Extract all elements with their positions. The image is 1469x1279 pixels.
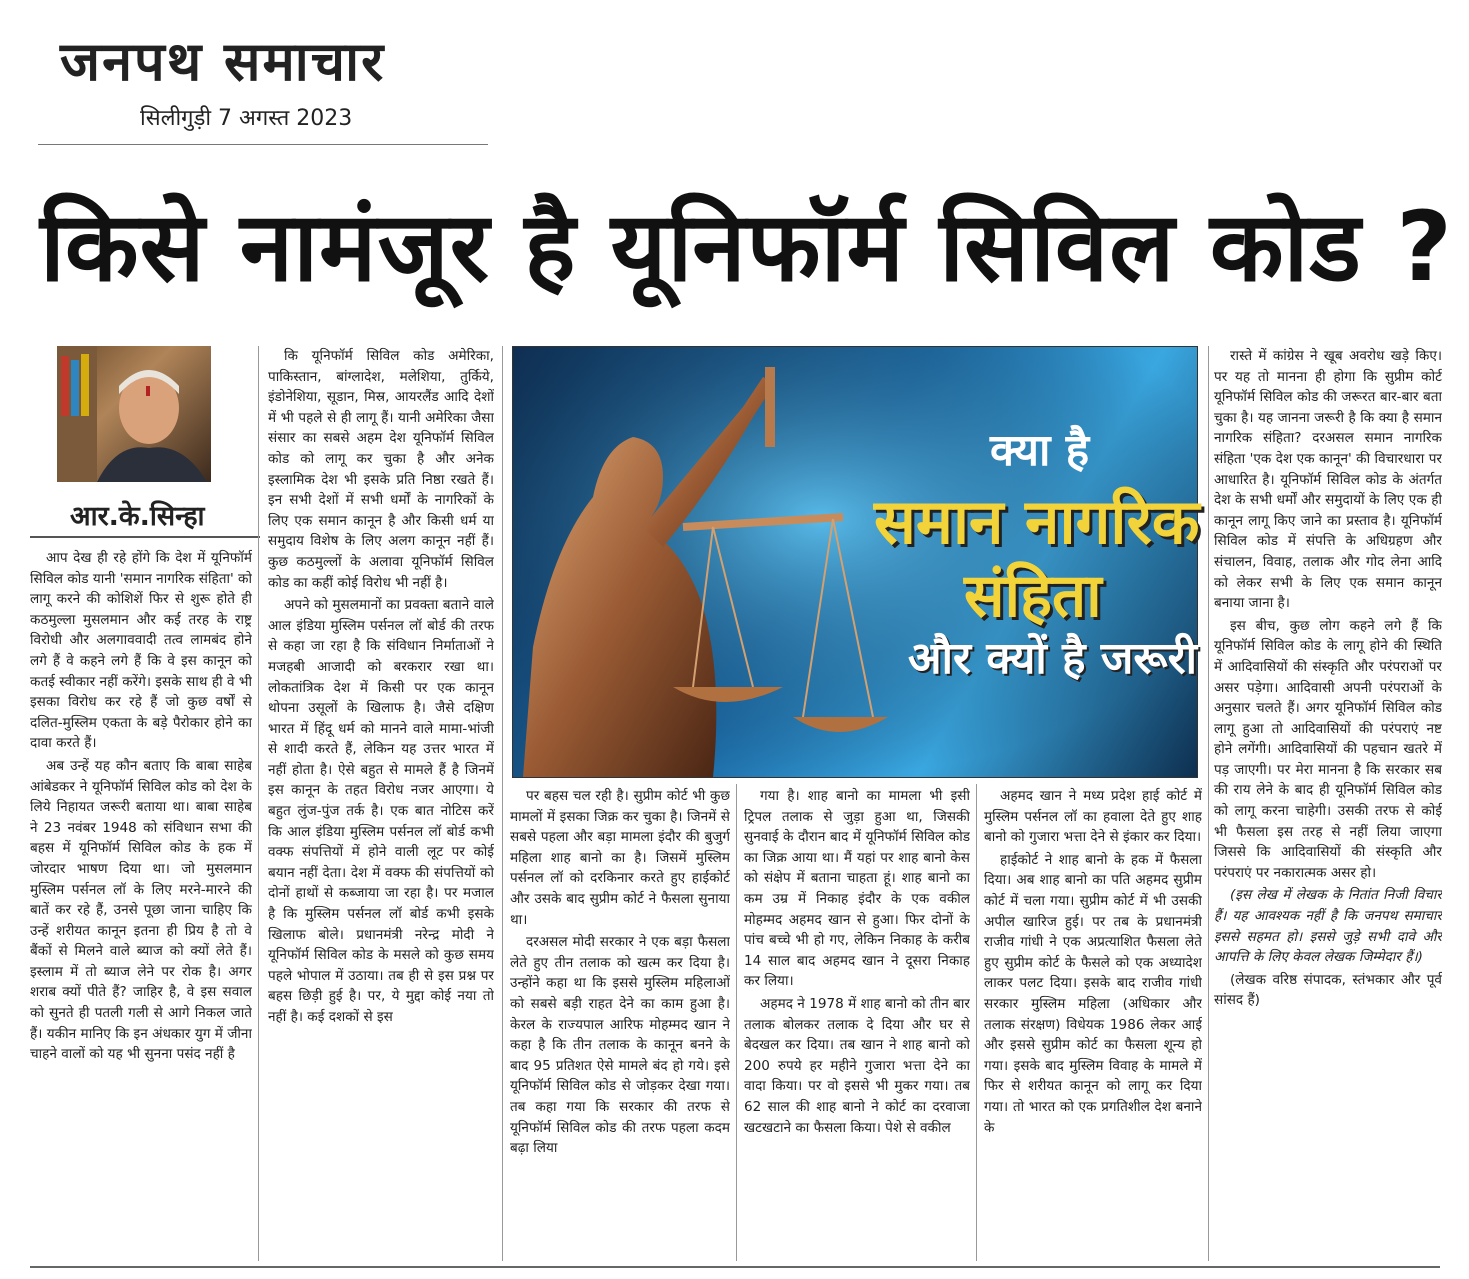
article-column-6 [1214, 346, 1442, 1262]
article-paragraph: आप देख ही रहे होंगे कि देश में यूनिफॉर्म सिविल कोड यानी 'समान नागरिक संहिता' को लागू करने की कोशिशें फिर से शुरू होते ही कठमुल्ला मुसलमान और कई तरह के राष्ट्र विरोधी और अलगाववादी तत्व लामबंद होने लगे हैं वे कहने लगे हैं कि वे इस कानून को कतई स्वीकार नहीं करेंगे। इसके साथ ही वे भी इसका विरोध कर रहे हैं जो कुछ वर्षों से दलित-मुस्लिम एकता के बड़े पैरोकार होने का दावा करते हैं। [30, 550, 252, 752]
article-paragraph: अहमद खान ने मध्य प्रदेश हाई कोर्ट में मुस्लिम पर्सनल लॉ का हवाला देते हुए शाह बानो को गुजारा भत्ता देने से इंकार कर दिया। [984, 788, 1202, 846]
masthead-title: जनपथ समाचार [60, 30, 386, 93]
column-rule [976, 784, 977, 1261]
disclaimer-note: (इस लेख में लेखक के नितांत निजी विचार हैं। यह आवश्यक नहीं है कि जनपथ समाचार इससे सहमत हो। इससे जुड़े सभी दावे और आपत्ति के लिए केवल लेखक जिम्मेदार हैं।) [1214, 887, 1442, 966]
masthead-rule [38, 144, 488, 145]
article-column-3 [510, 786, 730, 1262]
author-rule [30, 536, 260, 538]
column-rule [502, 346, 503, 1261]
article-column-5 [984, 786, 1202, 1262]
author-bio: (लेखक वरिष्ठ संपादक, स्तंभकार और पूर्व सांसद हैं) [1214, 971, 1442, 1009]
column-rule [1208, 346, 1209, 1261]
article-column-2 [268, 346, 494, 1262]
hero-text-line1: क्या है [990, 425, 1090, 476]
article-paragraph: दरअसल मोदी सरकार ने एक बड़ा फैसला लेते हुए तीन तलाक को खत्म कर दिया है। उन्होंने कहा था कि इससे मुस्लिम महिलाओं को सबसे बड़ी राहत देने का काम हुआ है। केरल के राज्यपाल आरिफ मोहम्मद खान ने कहा है कि तीन तलाक के कानून बनने के बाद 95 प्रतिशत ऐसे मामले बंद हो गये। इसे यूनिफॉर्म सिविल कोड से जोड़कर देखा गया। तब कहा गया कि सरकार की तरफ से यूनिफॉर्म सिविल कोड की तरफ पहला कदम बढ़ा लिया [510, 934, 730, 1157]
article-paragraph: गया है। शाह बानो का मामला भी इसी ट्रिपल तलाक से जुड़ा हुआ था, जिसकी सुनवाई के दौरान बाद में यूनिफॉर्म सिविल कोड का जिक्र आया था। मैं यहां पर शाह बानो केस को संक्षेप में बताना चाहता हूं। शाह बानो का कम उम्र में निकाह इंदौर के एक वकील मोहम्मद अहमद खान से हुआ। फिर दोनों के पांच बच्चे भी हो गए, लेकिन निकाह के करीब 14 साल बाद अहमद खान ने दूसरा निकाह कर लिया। [744, 788, 970, 990]
column-rule [736, 784, 737, 1261]
dateline: सिलीगुड़ी 7 अगस्त 2023 [140, 106, 353, 131]
column-rule [258, 346, 259, 1261]
article-paragraph: पर बहस चल रही है। सुप्रीम कोर्ट भी कुछ मामलों में इसका जिक्र कर चुका है। जिनमें से सबसे पहला और बड़ा मामला इंदौर की बुजुर्ग महिला शाह बानो का है। जिसमें मुस्लिम पर्सनल लॉ को दरकिनार करते हुए हाईकोर्ट और उसके बाद सुप्रीम कोर्ट ने फैसला सुनाया था। [510, 788, 730, 928]
article-paragraph: इस बीच, कुछ लोग कहने लगे हैं कि यूनिफॉर्म सिविल कोड के लागू होने की स्थिति में आदिवासियों की संस्कृति और परंपराओं पर असर पड़ेगा। आदिवासी अपनी परंपराओं के अनुसार चलते हैं। अगर यूनिफॉर्म सिविल कोड लागू हुआ तो आदिवासियों की परंपराएं नष्ट होने लगेंगी। आदिवासियों की पहचान खतरे में पड़ जाएगी। पर मेरा मानना है कि सरकार सब की राय लेने के बाद ही यूनिफॉर्म सिविल कोड को लागू करना चाहेगी। उसकी तरफ से कोई भी फैसला इस तरह से नहीं लिया जाएगा जिससे कि आदिवासियों की संस्कृति और परंपराएं पर नकारात्मक असर हो। [1214, 617, 1442, 881]
hero-text-line3: संहिता [964, 561, 1102, 631]
author-name: आर.के.सिन्हा [70, 501, 205, 532]
hero-text-line2: समान नागरिक [874, 485, 1200, 558]
headline: किसे नामंजूर है यूनिफॉर्म सिविल कोड ? [40, 191, 1453, 303]
article-column-1 [30, 548, 252, 1262]
article-column-4 [744, 786, 970, 1262]
author-photo [57, 346, 211, 482]
page-bottom-rule [30, 1266, 1440, 1268]
article-paragraph: हाईकोर्ट ने शाह बानो के हक में फैसला दिया। अब शाह बानो का पति अहमद सुप्रीम कोर्ट में चला गया। सुप्रीम कोर्ट में भी उसकी अपील खारिज हुई। पर तब के प्रधानमंत्री राजीव गांधी ने एक अप्रत्याशित फैसला लेते हुए सुप्रीम कोर्ट के फैसले को एक अध्यादेश लाकर पलट दिया। इसके बाद राजीव गांधी सरकार मुस्लिम महिला (अधिकार और तलाक संरक्षण) विधेयक 1986 लेकर आई और इससे सुप्रीम कोर्ट का फैसला शून्य हो गया। इसके बाद मुस्लिम विवाह के मामले में फिर से शरीयत कानून को लागू कर दिया गया। तो भारत को एक प्रगतिशील देश बनाने के [984, 851, 1202, 1136]
article-paragraph: अहमद ने 1978 में शाह बानो को तीन बार तलाक बोलकर तलाक दे दिया और घर से बेदखल कर दिया। तब खान ने शाह बानो को 200 रुपये हर महीने गुजारा भत्ता देने का वादा किया। पर वो इससे भी मुकर गया। तब 62 साल की शाह बानो ने कोर्ट का दरवाजा खटखटाने का फैसला किया। पेशे से वकील [744, 995, 970, 1136]
article-paragraph: अब उन्हें यह कौन बताए कि बाबा साहेब आंबेडकर ने यूनिफॉर्म सिविल कोड को देश के लिये निहायत जरूरी बताया था। बाबा साहेब ने 23 नवंबर 1948 को संविधान सभा की बहस में यूनिफॉर्म सिविल कोड के हक में जोरदार भाषण दिया था। जो मुसलमान मुस्लिम पर्सनल लॉ के लिए मरने-मारने की बातें कर रहे हैं, उनसे पूछा जाना चाहिए कि उन्हें शरीयत कानून इतना ही प्रिय है तो वे बैंकों से मिलने वाले ब्याज को क्यों लेते हैं। इस्लाम में तो ब्याज लेने पर रोक है। अगर शराब क्यों पीते हैं? जाहिर है, वे इस सवाल को सुनते ही पतली गली से आगे निकल जाते हैं। यकीन मानिए कि इन अंधकार युग में जीना चाहने वालों को यह भी सुनना पसंद नहीं है [30, 757, 252, 1063]
article-paragraph: कि यूनिफॉर्म सिविल कोड अमेरिका, पाकिस्तान, बांग्लादेश, मलेशिया, तुर्किये, इंडोनेशिया, सूडान, मिस्र, आयरलैंड आदि देशों में भी पहले से ही लागू हैं। यानी अमेरिका जैसा संसार का सबसे अहम देश यूनिफॉर्म सिविल कोड को लागू कर चुका है और अनेक इस्लामिक देश भी इसके प्रति निष्ठा रखते हैं। इन सभी देशों में सभी धर्मों के नागरिकों के लिए एक समान कानून है और किसी धर्म या समुदाय विशेष के लिए अलग कानून नहीं हैं। कुछ कठमुल्लों के अलावा यूनिफॉर्म सिविल कोड का कहीं कोई विरोध भी नहीं है। [268, 348, 494, 591]
hero-text-line4: और क्यों है जरूरी [908, 633, 1198, 684]
article-paragraph: रास्ते में कांग्रेस ने खूब अवरोध खड़े किए। पर यह तो मानना ही होगा कि सुप्रीम कोर्ट यूनिफॉर्म सिविल कोड की जरूरत बार-बार बता चुका है। यह जानना जरूरी है कि क्या है समान नागरिक संहिता? दरअसल समान नागरिक संहिता 'एक देश एक कानून' की विचारधारा पर आधारित है। यूनिफॉर्म सिविल कोड के अंतर्गत देश के सभी धर्मों और समुदायों के लिए एक ही कानून लागू किए जाने का प्रस्ताव है। यूनिफॉर्म सिविल कोड में संपत्ति के अधिग्रहण और संचालन, विवाह, तलाक और गोद लेना आदि को लेकर सभी के लिए एक समान कानून बनाया जाना है। [1214, 348, 1442, 612]
article-paragraph: अपने को मुसलमानों का प्रवक्ता बताने वाले आल इंडिया मुस्लिम पर्सनल लॉ बोर्ड की तरफ से कहा जा रहा है कि संविधान निर्माताओं ने मजहबी आजादी को बरकरार रखा था। लोकतांत्रिक देश में किसी पर एक कानून थोपना उसूलों के खिलाफ है। जैसे दक्षिण भारत में हिंदू धर्म को मानने वाले मामा-भांजी से शादी करते हैं, लेकिन यह उत्तर भारत में नहीं होता है। ऐसे बहुत से मामले हैं है जिनमें इस कानून के तहत विरोध नजर आएगा। ये बहुत लुंज-पुंज तर्क है। एक बात नोटिस करें कि आल इंडिया मुस्लिम पर्सनल लॉ बोर्ड कभी वक्फ संपत्तियों में होने वाली लूट पर कोई बयान नहीं देता। देश में वक्फ की संपत्तियों को दोनों हाथों से कब्जाया जा रहा है। पर मजाल है कि मुस्लिम पर्सनल लॉ बोर्ड कभी इसके खिलाफ बोले। प्रधानमंत्री नरेन्द्र मोदी ने यूनिफॉर्म सिविल कोड के मसले को कुछ समय पहले भोपाल में उठाया। तब ही से इस प्रश्न पर बहस छिड़ी हुई है। पर, ये मुद्दा कोई नया तो नहीं है। कई दशकों से इस [268, 597, 494, 1025]
author-portrait-icon [57, 346, 211, 482]
